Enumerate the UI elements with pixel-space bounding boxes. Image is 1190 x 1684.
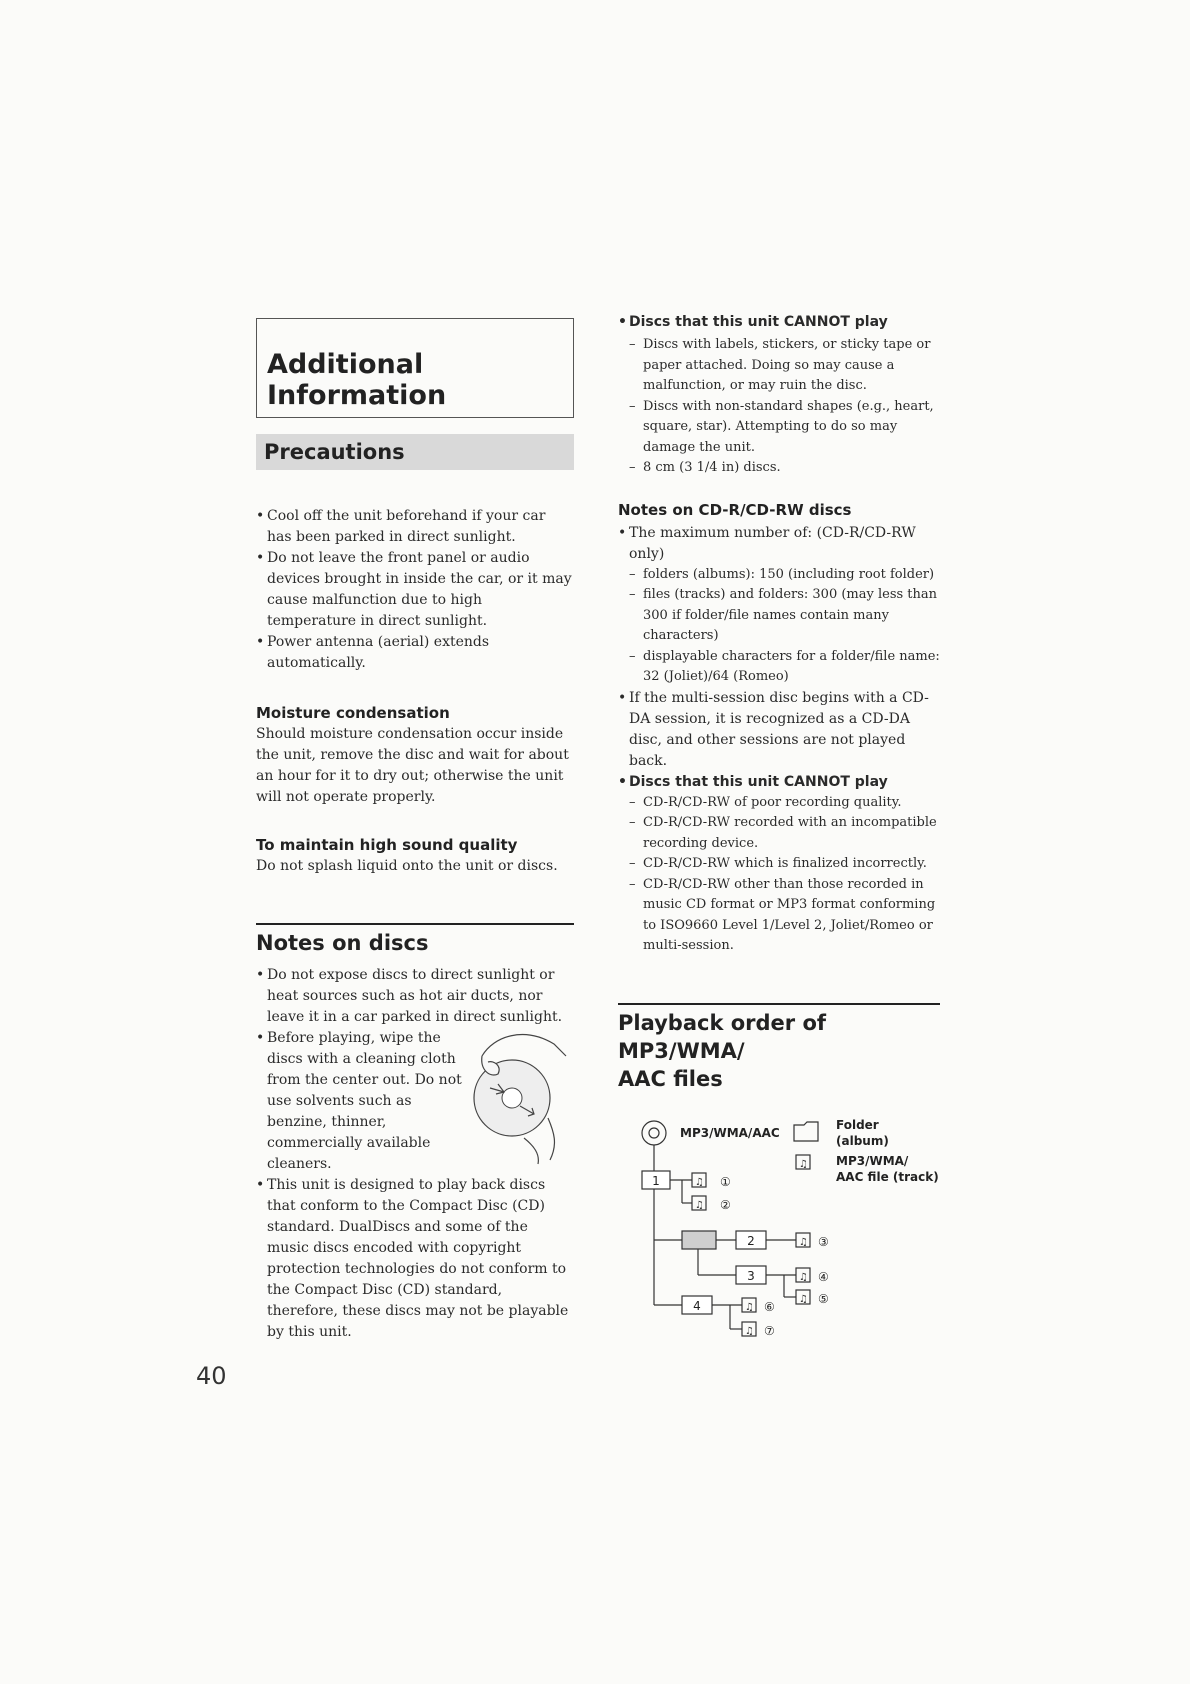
svg-text:♫: ♫ <box>745 1301 754 1313</box>
svg-text:♫: ♫ <box>695 1176 704 1188</box>
svg-text:1: 1 <box>652 1173 660 1188</box>
precautions-heading: Precautions <box>256 434 574 470</box>
playback-heading-line1: Playback order of MP3/WMA/ <box>618 1010 827 1063</box>
legend-file-label-2: AAC file (track) <box>836 1169 939 1184</box>
cdr-list <box>618 523 940 957</box>
track-5-label: ⑤ <box>818 1291 829 1306</box>
legend-disc-label: MP3/WMA/AAC <box>680 1125 780 1140</box>
wipe-line: commercially available <box>267 1135 431 1151</box>
list-item: – CD-R/CD-RW which is finalized incorrectly. <box>629 854 940 875</box>
track-7-label: ⑦ <box>764 1323 775 1338</box>
moisture-text: Should moisture condensation occur inside the unit, remove the disc and wait for about an hour for it to dry out; otherwise the unit will not operate properly. <box>256 726 569 805</box>
svg-text:4: 4 <box>693 1298 701 1313</box>
wipe-line: • Before playing, wipe the <box>267 1030 441 1046</box>
track-4-label: ④ <box>818 1269 829 1284</box>
list-item: – 8 cm (3 1/4 in) discs. <box>629 458 940 479</box>
cdr-heading: Notes on CD-R/CD-RW discs <box>618 500 852 519</box>
notes-discs-list <box>256 965 574 1343</box>
list-item: – Discs with non-standard shapes (e.g., heart, square, star). Attempting to do so may damage the unit. <box>629 397 940 459</box>
list-item: – Discs with labels, stickers, or sticky tape or paper attached. Doing so may cause a malfunction, or may ruin the disc. <box>629 335 940 397</box>
chapter-title <box>267 349 446 411</box>
max-number-item: The maximum number of: (CD-R/CD-RW only) <box>629 524 916 562</box>
playback-heading-line2: AAC files <box>618 1066 723 1091</box>
list-item: – displayable characters for a folder/file name: 32 (Joliet)/64 (Romeo) <box>629 647 940 688</box>
quality-heading: To maintain high sound quality <box>256 836 518 854</box>
legend-folder-label-1: Folder <box>836 1117 879 1132</box>
list-item: • Power antenna (aerial) extends automatically. <box>256 632 574 674</box>
wipe-line: from the center out. Do not <box>267 1072 462 1088</box>
max-number-sublist <box>629 565 940 688</box>
track-6-label: ⑥ <box>764 1299 775 1314</box>
notes-discs-heading: Notes on discs <box>256 923 574 957</box>
page-number: 40 <box>196 1362 227 1390</box>
wipe-line: benzine, thinner, <box>267 1114 387 1130</box>
list-item: • Do not leave the front panel or audio devices brought in inside the car, or it may cause malfunction due to high temperature in direct sunlight. <box>256 548 574 632</box>
list-item <box>256 1028 574 1175</box>
right-column <box>618 312 940 1355</box>
chapter-title-box <box>256 318 574 418</box>
folder-shaded <box>682 1231 716 1249</box>
list-item: – folders (albums): 150 (including root folder) <box>629 565 940 586</box>
playback-order-diagram <box>618 1115 940 1355</box>
list-item: • Cool off the unit beforehand if your car has been parked in direct sunlight. <box>256 506 574 548</box>
track-3-label: ③ <box>818 1234 829 1249</box>
svg-text:3: 3 <box>747 1268 755 1283</box>
precautions-list <box>256 506 574 674</box>
folder-icon <box>794 1122 818 1141</box>
list-item: – CD-R/CD-RW of poor recording quality. <box>629 793 940 814</box>
disc-wiping-illustration <box>454 1026 574 1166</box>
wipe-line: discs with a cleaning cloth <box>267 1051 456 1067</box>
chapter-title-line1: Additional <box>267 349 424 380</box>
cannot-play-list-1 <box>618 312 940 479</box>
list-item: – files (tracks) and folders: 300 (may less than 300 if folder/file names contain many characters) <box>629 585 940 647</box>
wipe-line: use solvents such as <box>267 1093 412 1109</box>
legend-file-label-1: MP3/WMA/ <box>836 1153 909 1168</box>
wipe-line: cleaners. <box>267 1156 332 1172</box>
svg-text:♫: ♫ <box>695 1199 704 1211</box>
legend-folder-label-2: (album) <box>836 1133 889 1148</box>
list-item: • If the multi-session disc begins with a CD-DA session, it is recognized as a CD-DA disc, and other sessions are not played back. <box>618 688 940 772</box>
svg-text:♫: ♫ <box>799 1158 808 1170</box>
left-column <box>256 318 574 1343</box>
moisture-heading: Moisture condensation <box>256 704 450 722</box>
track-2-label: ② <box>720 1197 731 1212</box>
chapter-title-line2: Information <box>267 380 447 411</box>
list-item: • Do not expose discs to direct sunlight or heat sources such as hot air ducts, nor leave it in a car parked in direct sunlight. <box>256 965 574 1028</box>
svg-text:♫: ♫ <box>745 1325 754 1337</box>
svg-text:♫: ♫ <box>799 1271 808 1283</box>
svg-text:♫: ♫ <box>799 1236 808 1248</box>
svg-text:♫: ♫ <box>799 1293 808 1305</box>
cdr-cannot-play-sublist <box>629 793 940 957</box>
list-item: – CD-R/CD-RW recorded with an incompatible recording device. <box>629 813 940 854</box>
cdr-cannot-play-heading: Discs that this unit CANNOT play <box>629 773 888 790</box>
list-item: – CD-R/CD-RW other than those recorded in music CD format or MP3 format conforming to ISO9660 Level 1/Level 2, Joliet/Romeo or multi-session. <box>629 875 940 957</box>
quality-text: Do not splash liquid onto the unit or discs. <box>256 858 558 874</box>
list-item: • This unit is designed to play back discs that conform to the Compact Disc (CD) standard. DualDiscs and some of the music discs encoded with copyright protection technologies do not conform to the Compact Disc (CD) standard, therefore, these discs may not be playable by this unit. <box>256 1175 574 1343</box>
cannot-play-heading: Discs that this unit CANNOT play <box>629 314 888 330</box>
disc-icon <box>642 1121 666 1145</box>
track-1-label: ① <box>720 1174 731 1189</box>
playback-heading <box>618 1003 940 1093</box>
cannot-play-sublist <box>629 335 940 479</box>
svg-text:2: 2 <box>747 1233 755 1248</box>
